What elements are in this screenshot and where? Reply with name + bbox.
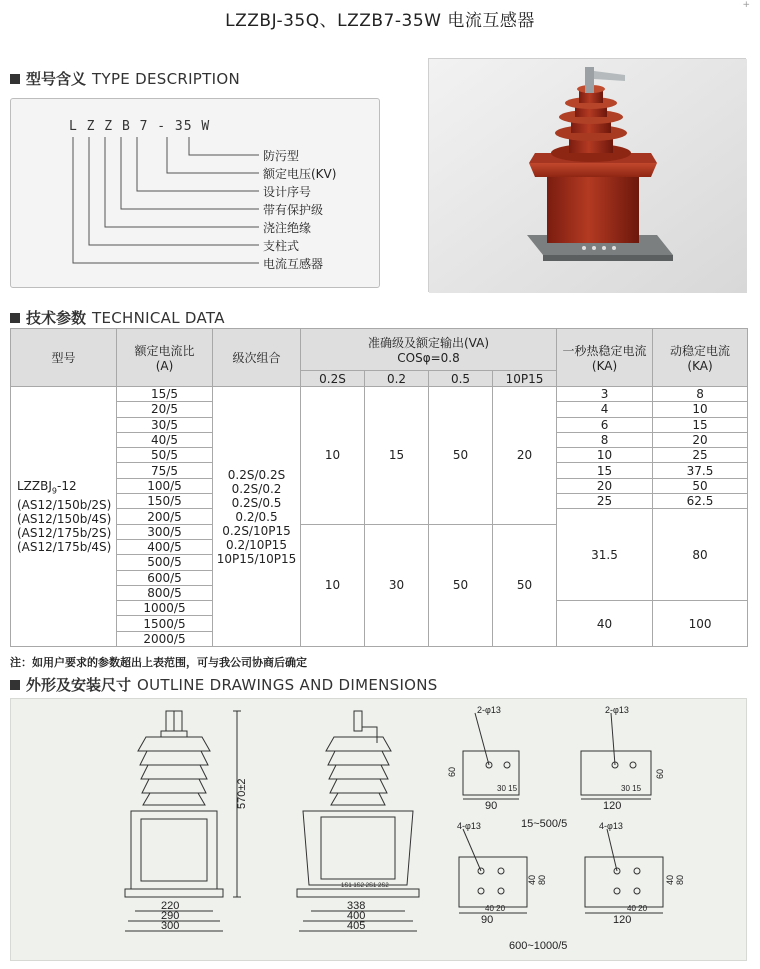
thermal-cell: 20 (557, 478, 653, 493)
p4-height-label: 40 (665, 874, 675, 885)
dynamic-cell: 50 (653, 478, 748, 493)
header-model: 型号 (11, 329, 117, 387)
header-dynamic: 动稳定电流 (KA) (653, 329, 748, 387)
thermal-cell: 4 (557, 402, 653, 417)
subheader-accuracy-class: 10P15 (493, 371, 557, 387)
d2-width-label: 405 (347, 920, 366, 932)
footnote: 注：如用户要求的参数超出上表范围，可与我公司协商后确定 (10, 656, 307, 669)
meaning-item: 额定电压(KV) (263, 167, 337, 181)
p4-offset-label: 40 20 (627, 904, 648, 913)
dynamic-cell: 10 (653, 402, 748, 417)
dynamic-cell: 62.5 (653, 494, 748, 509)
output-cell: 30 (365, 524, 429, 646)
drawing-section-heading (10, 674, 438, 695)
ratio-cell: 40/5 (117, 432, 213, 447)
ratio-cell: 150/5 (117, 494, 213, 509)
p2-holes-label: 2-φ13 (605, 705, 629, 715)
d1-width-label: 300 (161, 920, 180, 932)
p4-height-label: 80 (675, 874, 685, 885)
terminal-marks: 1S1 1S2 2S1 2S2 (341, 883, 389, 889)
drawing-section-en: OUTLINE DRAWINGS AND DIMENSIONS (137, 675, 438, 694)
output-cell: 10 (301, 524, 365, 646)
tech-section-cn: 技术参数 (26, 309, 87, 327)
model-cell: $LZZBJ_9-12$ (AS12/150b/2S) (AS12/150b/4S) (AS12/175b/2S) (AS12/175b/4S) (11, 387, 117, 647)
square-bullet-icon (10, 680, 20, 690)
output-cell: 10 (301, 387, 365, 525)
thermal-cell: 31.5 (557, 509, 653, 601)
dynamic-cell: 37.5 (653, 463, 748, 478)
meaning-item: 浇注绝缘 (263, 221, 312, 235)
ratio-cell: 2000/5 (117, 631, 213, 646)
ratio-cell: 1000/5 (117, 601, 213, 616)
subheader-accuracy-class: 0.2S (301, 371, 365, 387)
range-label-1: 15~500/5 (521, 818, 568, 830)
meaning-item: 防污型 (263, 149, 300, 163)
d1-width-label: 220 (161, 900, 180, 912)
thermal-cell: 10 (557, 448, 653, 463)
thermal-cell: 3 (557, 387, 653, 402)
ratio-cell: 800/5 (117, 585, 213, 600)
product-photo (428, 58, 746, 292)
ratio-cell: 500/5 (117, 555, 213, 570)
p2-height-label: 60 (655, 768, 665, 779)
ratio-cell: 15/5 (117, 387, 213, 402)
range-label-2: 600~1000/5 (509, 940, 568, 952)
subheader-accuracy-class: 0.5 (429, 371, 493, 387)
type-description-box (10, 98, 380, 288)
thermal-cell: 15 (557, 463, 653, 478)
corner-mark: + (742, 0, 750, 10)
p1-height-label: 60 (447, 766, 457, 777)
p3-height-label: 80 (537, 874, 547, 885)
dynamic-cell: 80 (653, 509, 748, 601)
type-section-en: TYPE DESCRIPTION (92, 69, 240, 88)
type-leader-lines (11, 99, 381, 289)
p3-holes-label: 4-φ13 (457, 821, 481, 831)
type-section-heading (10, 68, 240, 89)
p1-offset-label: 30 15 (497, 784, 518, 793)
p2-width-label: 120 (603, 800, 622, 812)
ratio-cell: 1500/5 (117, 616, 213, 631)
output-cell: 20 (493, 387, 557, 525)
p4-holes-label: 4-φ13 (599, 821, 623, 831)
ratio-cell: 100/5 (117, 478, 213, 493)
ratio-cell: 200/5 (117, 509, 213, 524)
output-cell: 50 (493, 524, 557, 646)
subheader-accuracy-class: 0.2 (365, 371, 429, 387)
p3-height-label: 40 (527, 874, 537, 885)
tech-section-en: TECHNICAL DATA (92, 308, 225, 327)
header-ratio: 额定电流比 (A) (117, 329, 213, 387)
d2-width-label: 338 (347, 900, 366, 912)
drawing-section-cn: 外形及安装尺寸 (26, 676, 132, 694)
thermal-cell: 8 (557, 432, 653, 447)
p2-offset-label: 30 15 (621, 784, 642, 793)
square-bullet-icon (10, 313, 20, 323)
output-cell: 50 (429, 387, 493, 525)
outline-drawings (11, 699, 748, 962)
ratio-cell: 300/5 (117, 524, 213, 539)
header-output: 准确级及额定输出(VA) COSφ=0.8 (301, 329, 557, 371)
outline-drawings-panel (10, 698, 747, 961)
d1-height-label: 570±2 (236, 778, 248, 809)
dynamic-cell: 20 (653, 432, 748, 447)
accuracy-cell: 0.2S/0.2S 0.2S/0.2 0.2S/0.5 0.2/0.5 0.2S/10P15 0.2/10P15 10P15/10P15 (213, 387, 301, 647)
meaning-item: 支柱式 (263, 239, 300, 253)
thermal-cell: 25 (557, 494, 653, 509)
p1-width-label: 90 (485, 800, 498, 812)
d1-width-label: 290 (161, 910, 180, 922)
current-transformer-illustration (429, 59, 747, 293)
ratio-cell: 50/5 (117, 448, 213, 463)
tech-section-heading (10, 307, 225, 328)
dynamic-cell: 100 (653, 601, 748, 647)
ratio-cell: 600/5 (117, 570, 213, 585)
ratio-cell: 30/5 (117, 417, 213, 432)
meaning-item: 设计序号 (263, 185, 312, 199)
ratio-cell: 400/5 (117, 539, 213, 554)
output-cell: 15 (365, 387, 429, 525)
p4-width-label: 120 (613, 914, 632, 926)
meaning-item: 电流互感器 (263, 257, 324, 271)
p3-offset-label: 40 20 (485, 904, 506, 913)
dynamic-cell: 8 (653, 387, 748, 402)
header-thermal: 一秒热稳定电流 (KA) (557, 329, 653, 387)
dynamic-cell: 15 (653, 417, 748, 432)
d2-width-label: 400 (347, 910, 366, 922)
page-title: LZZBJ-35Q、LZZB7-35W 电流互感器 (225, 11, 535, 31)
thermal-cell: 6 (557, 417, 653, 432)
technical-data-table (10, 328, 748, 647)
model-code: L Z Z B 7 - 35 W (69, 119, 211, 134)
type-section-cn: 型号含义 (26, 70, 87, 88)
ratio-cell: 75/5 (117, 463, 213, 478)
ratio-cell: 20/5 (117, 402, 213, 417)
p3-width-label: 90 (481, 914, 494, 926)
output-cell: 50 (429, 524, 493, 646)
thermal-cell: 40 (557, 601, 653, 647)
dynamic-cell: 25 (653, 448, 748, 463)
square-bullet-icon (10, 74, 20, 84)
meaning-item: 带有保护级 (263, 203, 324, 217)
p1-holes-label: 2-φ13 (477, 705, 501, 715)
header-accuracy: 级次组合 (213, 329, 301, 387)
